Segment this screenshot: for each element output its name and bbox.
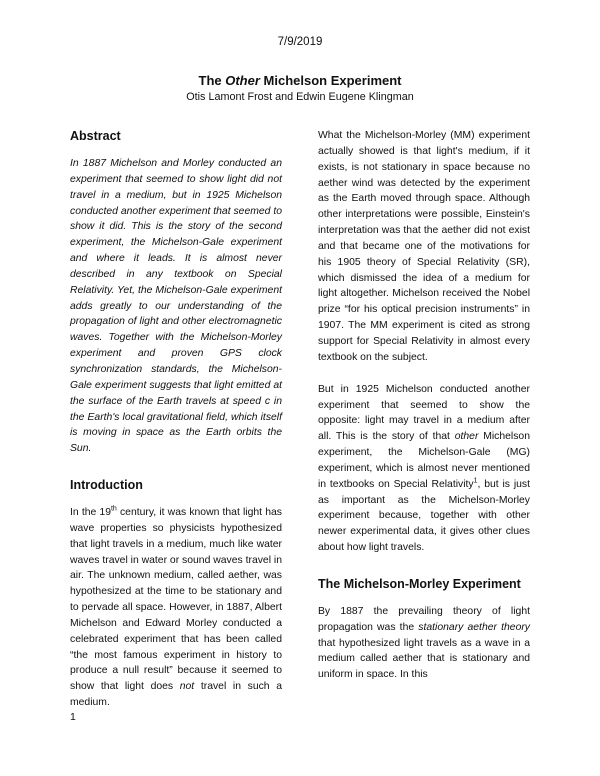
mm-result-paragraph: What the Michelson-Morley (MM) experiment actually showed is that light's medium, if it exists, is not stationary in space because no aether wind was detected by the experiment as the Earth moved through space. Although other interpretations were possible, Einstein's interpretation was that the aether did not exist and that became one of the motivations for his 1905 theory of Special Relativity (SR), which dismissed the idea of a medium for light altogether. Michelson received the Nobel prize “for his optical precision instruments” in 1907. The MM experiment is cited as strong support for Special Relativity in almost every textbook on the subject. bbox=[318, 130, 530, 363]
intro-text-1: In the 19 bbox=[70, 507, 111, 519]
abstract-heading: Abstract bbox=[70, 129, 121, 143]
mg-text-3: , but is just as important as the Michelson-Morley experiment because, together with other newer experimental data, it gives other clues about how light travels. bbox=[318, 478, 530, 554]
mg-text-1: But in 1925 Michelson conducted another experiment that seemed to show the opposite: light may travel in a medium after all. This is the story of that bbox=[318, 383, 530, 443]
intro-text-3: travel in such a medium. bbox=[70, 681, 282, 709]
left-column bbox=[70, 128, 282, 711]
mg-emphasis: other bbox=[454, 431, 479, 443]
mm-text-2: that hypothesized light travels as a wave in a medium called aether that is stationary and uniform in space. In this bbox=[318, 637, 530, 681]
mm-experiment-paragraph bbox=[318, 604, 530, 683]
authors: Otis Lamont Frost and Edwin Eugene Klingman bbox=[186, 91, 414, 103]
page-number: 1 bbox=[70, 711, 76, 723]
paper-title bbox=[0, 73, 600, 88]
title-suffix: Michelson Experiment bbox=[259, 73, 402, 88]
intro-text-2: century, it was known that light has wave properties so physicists hypothesized that light travels in a medium, much like water waves travel in water or sound waves travel in air. The unknown medium, called aether, was hypothesized at the time to be stationary and to pervade all space. However, in 1887, Albert Michelson and Edward Morley conducted a celebrated experiment that has been called “the most famous experiment in history to produce a null result” because it seemed to show that light does bbox=[70, 507, 282, 693]
mm-experiment-heading: The Michelson-Morley Experiment bbox=[318, 576, 521, 591]
introduction-heading: Introduction bbox=[70, 478, 143, 493]
right-column bbox=[318, 128, 530, 683]
title-emphasis: Other bbox=[225, 73, 260, 88]
intro-superscript: th bbox=[110, 505, 117, 513]
intro-emphasis: not bbox=[179, 681, 195, 693]
introduction-paragraph bbox=[70, 505, 282, 711]
title-prefix: The bbox=[198, 73, 226, 88]
date-header: 7/9/2019 bbox=[277, 36, 323, 48]
mm-text-1: By 1887 the prevailing theory of light propagation was the bbox=[318, 605, 530, 633]
abstract-text: In 1887 Michelson and Morley conducted an experiment that seemed to show light did not travel in a medium, but in 1925 Michelson conducted another experiment that seemed to show it did. This is the story of the second experiment, the Michelson-Gale experiment and where it leads. It is almost never described in any textbook on Special Relativity. Yet, the Michelson-Gale experiment adds greatly to our understanding of the propagation of light and other electromagnetic waves. Together with the Michelson-Morley experiment and proven GPS clock synchronization standards, the Michelson-Gale experiment suggests that light emitted at the surface of the Earth travels at speed c in the Earth's local gravitational field, which itself is moving in space as the Earth orbits the Sun. bbox=[70, 158, 282, 455]
footnote-ref: 1 bbox=[473, 477, 478, 485]
mg-intro-paragraph bbox=[318, 382, 530, 556]
mg-text-2: Michelson experiment, the Michelson-Gale (MG) experiment, which is almost never mentioned in textbooks on Special Relativity bbox=[318, 431, 530, 490]
mm-emphasis: stationary aether theory bbox=[418, 621, 531, 633]
